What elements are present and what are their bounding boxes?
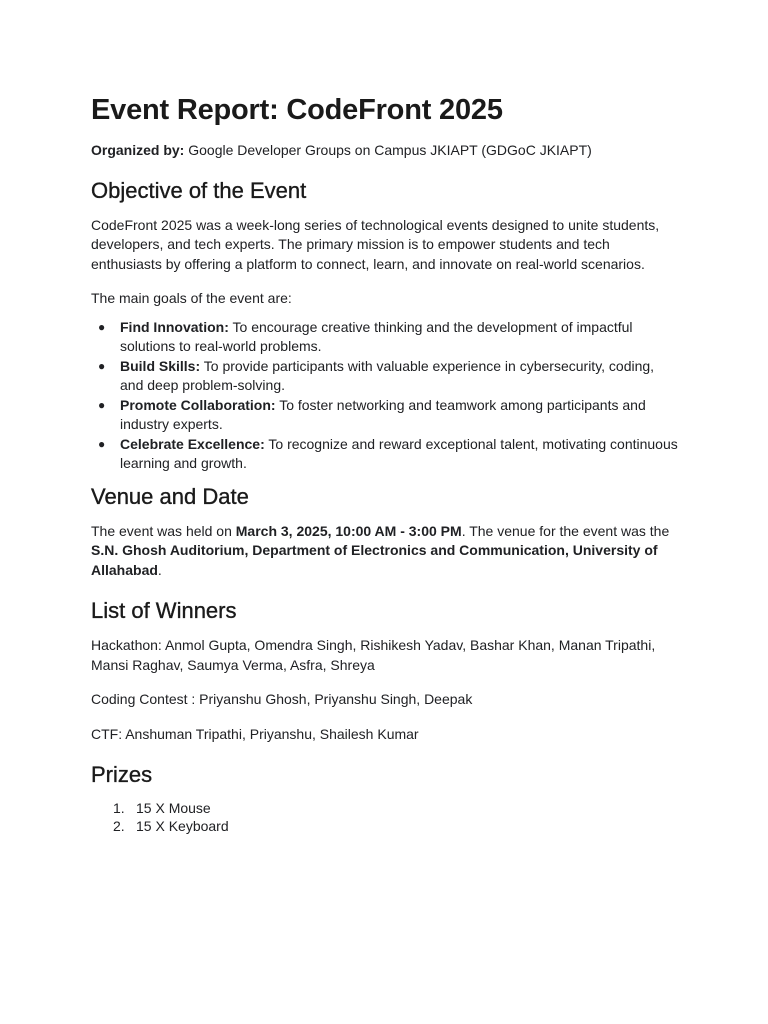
- venue-paragraph: [91, 522, 681, 581]
- goal-label: Find Innovation:: [120, 318, 229, 335]
- goal-label: Promote Collaboration:: [120, 396, 276, 413]
- goal-label: Celebrate Excellence:: [120, 435, 265, 452]
- list-item: [91, 817, 681, 835]
- bullet-icon: ●: [98, 358, 106, 373]
- venue-text-2: . The venue for the event was the: [461, 522, 670, 539]
- winners-heading: List of Winners: [91, 598, 237, 623]
- venue-date: March 3, 2025, 10:00 AM - 3:00 PM: [235, 522, 462, 539]
- document-title: Event Report: CodeFront 2025: [91, 94, 503, 126]
- venue-heading: Venue and Date: [91, 483, 249, 509]
- prize-number: 1.: [113, 800, 125, 816]
- bullet-icon: ●: [98, 319, 106, 334]
- goal-text: To foster networking and teamwork among participants and industry experts.: [120, 396, 646, 432]
- prizes-heading: Prizes: [91, 762, 153, 787]
- list-item: [91, 799, 681, 817]
- list-item: [91, 396, 681, 435]
- document-page: [91, 92, 681, 835]
- goals-list: [91, 318, 681, 474]
- prize-number: 2.: [113, 818, 125, 834]
- goals-intro: The main goals of the event are:: [91, 290, 292, 306]
- goal-text: To recognize and reward exceptional talent, motivating continuous learning and growth.: [120, 435, 678, 471]
- goal-label: Build Skills:: [120, 357, 201, 374]
- prize-text: 15 X Mouse: [136, 800, 211, 816]
- organized-by: [91, 141, 681, 161]
- winners-hackathon: Hackathon: Anmol Gupta, Omendra Singh, Rishikesh Yadav, Bashar Khan, Manan Tripathi, Mansi Raghav, Saumya Verma, Asfra, Shreya: [91, 637, 656, 673]
- list-item: [91, 435, 681, 474]
- venue-text-3: .: [157, 561, 162, 578]
- organized-by-label: Organized by:: [91, 142, 185, 158]
- bullet-icon: ●: [98, 436, 106, 451]
- list-item: [91, 357, 681, 396]
- goal-text: To provide participants with valuable experience in cybersecurity, coding, and deep problem-solving.: [120, 357, 655, 393]
- goal-text: To encourage creative thinking and the development of impactful solutions to real-world problems.: [120, 318, 633, 354]
- organized-by-value: Google Developer Groups on Campus JKIAPT (GDGoC JKIAPT): [184, 142, 592, 158]
- bullet-icon: ●: [98, 397, 106, 412]
- winners-ctf: CTF: Anshuman Tripathi, Priyanshu, Shailesh Kumar: [91, 725, 419, 742]
- prize-text: 15 X Keyboard: [136, 818, 229, 834]
- list-item: [91, 318, 681, 357]
- venue-text-1: The event was held on: [91, 522, 236, 539]
- objective-heading: Objective of the Event: [91, 177, 307, 203]
- objective-intro: CodeFront 2025 was a week-long series of technological events designed to unite students, developers, and tech experts. The primary mission is to empower students and tech enthusiasts by offering a platform to connect, learn, and innovate on real-world scenarios.: [91, 216, 660, 272]
- winners-coding-contest: Coding Contest : Priyanshu Ghosh, Priyanshu Singh, Deepak: [91, 691, 473, 707]
- prizes-list: [91, 799, 681, 835]
- venue-place: S.N. Ghosh Auditorium, Department of Electronics and Communication, University of Allahabad: [91, 542, 658, 578]
